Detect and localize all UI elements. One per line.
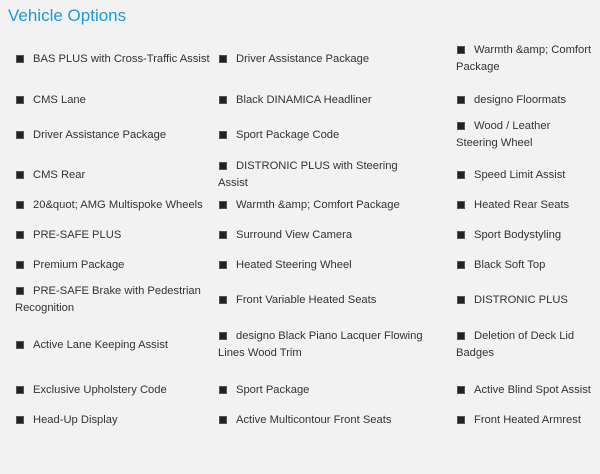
option-item	[456, 195, 594, 215]
option-item	[456, 255, 594, 275]
checkbox-icon	[457, 171, 465, 179]
checkbox-icon	[457, 386, 465, 394]
option-label: Heated Rear Seats	[456, 197, 569, 214]
option-item	[15, 195, 210, 215]
option-label: designo Black Piano Lacquer Flowing Lines Wood Trim	[218, 330, 423, 359]
option-label: Deletion of Deck Lid Badges	[456, 330, 575, 359]
checkbox-icon	[457, 332, 465, 340]
option-item	[218, 225, 423, 245]
checkbox-icon	[457, 416, 465, 424]
option-label: Front Variable Heated Seats	[218, 292, 376, 309]
option-item	[15, 410, 210, 430]
option-label: DISTRONIC PLUS	[456, 292, 568, 309]
checkbox-icon	[219, 386, 227, 394]
option-label: Active Blind Spot Assist	[456, 382, 591, 399]
option-item	[218, 160, 423, 189]
option-item	[456, 285, 594, 315]
option-label: Sport Bodystyling	[456, 227, 561, 244]
option-item	[456, 225, 594, 245]
option-label: PRE-SAFE PLUS	[15, 227, 121, 244]
option-label: Premium Package	[15, 257, 124, 274]
checkbox-icon	[16, 287, 24, 295]
option-label: CMS Rear	[15, 167, 85, 184]
option-label: Driver Assistance Package	[15, 127, 166, 144]
checkbox-icon	[219, 231, 227, 239]
section-title: Vehicle Options	[8, 6, 127, 25]
option-item	[218, 255, 423, 275]
checkbox-icon	[457, 46, 465, 54]
option-item	[15, 225, 210, 245]
option-label: Black Soft Top	[456, 257, 545, 274]
option-label: PRE-SAFE Brake with Pedestrian Recognition	[15, 285, 201, 314]
option-item	[15, 44, 210, 74]
option-item	[15, 330, 210, 360]
checkbox-icon	[16, 55, 24, 63]
checkbox-icon	[16, 261, 24, 269]
checkbox-icon	[457, 122, 465, 130]
checkbox-icon	[16, 171, 24, 179]
option-item	[15, 380, 210, 400]
option-item	[218, 285, 423, 315]
option-label: 20&quot; AMG Multispoke Wheels	[15, 197, 203, 214]
checkbox-icon	[219, 201, 227, 209]
option-item	[218, 195, 423, 215]
option-label: Warmth &amp; Comfort Package	[456, 44, 592, 73]
option-label: designo Floormats	[456, 92, 566, 109]
option-label: Active Multicontour Front Seats	[218, 412, 391, 429]
option-item	[456, 120, 594, 150]
checkbox-icon	[16, 231, 24, 239]
option-label: Sport Package	[218, 382, 309, 399]
checkbox-icon	[16, 386, 24, 394]
option-label: Front Heated Armrest	[456, 412, 581, 429]
option-item	[15, 255, 210, 275]
option-label: Head-Up Display	[15, 412, 118, 429]
option-item	[218, 44, 423, 74]
option-item	[218, 90, 423, 110]
option-item	[15, 165, 210, 185]
checkbox-icon	[219, 332, 227, 340]
checkbox-icon	[219, 261, 227, 269]
option-label: DISTRONIC PLUS with Steering Assist	[218, 160, 398, 189]
option-label: Warmth &amp; Comfort Package	[218, 197, 400, 214]
option-label: CMS Lane	[15, 92, 86, 109]
option-label: Surround View Camera	[218, 227, 352, 244]
option-item	[456, 165, 594, 185]
checkbox-icon	[457, 201, 465, 209]
option-item	[218, 380, 423, 400]
checkbox-icon	[457, 261, 465, 269]
option-item	[456, 410, 594, 430]
option-label: Sport Package Code	[218, 127, 339, 144]
checkbox-icon	[457, 231, 465, 239]
checkbox-icon	[457, 96, 465, 104]
option-item	[456, 330, 594, 360]
checkbox-icon	[219, 162, 227, 170]
option-item	[218, 120, 423, 150]
option-item	[456, 90, 594, 110]
option-item	[15, 120, 210, 150]
checkbox-icon	[219, 296, 227, 304]
option-label: Active Lane Keeping Assist	[15, 337, 168, 354]
checkbox-icon	[16, 96, 24, 104]
option-item	[15, 90, 210, 110]
option-label: Black DINAMICA Headliner	[218, 92, 372, 109]
checkbox-icon	[219, 131, 227, 139]
option-label: Speed Limit Assist	[456, 167, 565, 184]
option-label: BAS PLUS with Cross-Traffic Assist	[15, 51, 210, 68]
checkbox-icon	[16, 201, 24, 209]
option-label: Heated Steering Wheel	[218, 257, 352, 274]
option-item	[456, 44, 594, 74]
option-item	[456, 380, 594, 400]
checkbox-icon	[16, 341, 24, 349]
checkbox-icon	[16, 416, 24, 424]
checkbox-icon	[219, 416, 227, 424]
option-label: Driver Assistance Package	[218, 51, 369, 68]
checkbox-icon	[219, 96, 227, 104]
option-item	[218, 410, 423, 430]
option-item	[15, 285, 210, 315]
checkbox-icon	[457, 296, 465, 304]
checkbox-icon	[16, 131, 24, 139]
option-label: Exclusive Upholstery Code	[15, 382, 167, 399]
checkbox-icon	[219, 55, 227, 63]
option-item	[218, 330, 423, 360]
option-label: Wood / Leather Steering Wheel	[456, 120, 551, 149]
